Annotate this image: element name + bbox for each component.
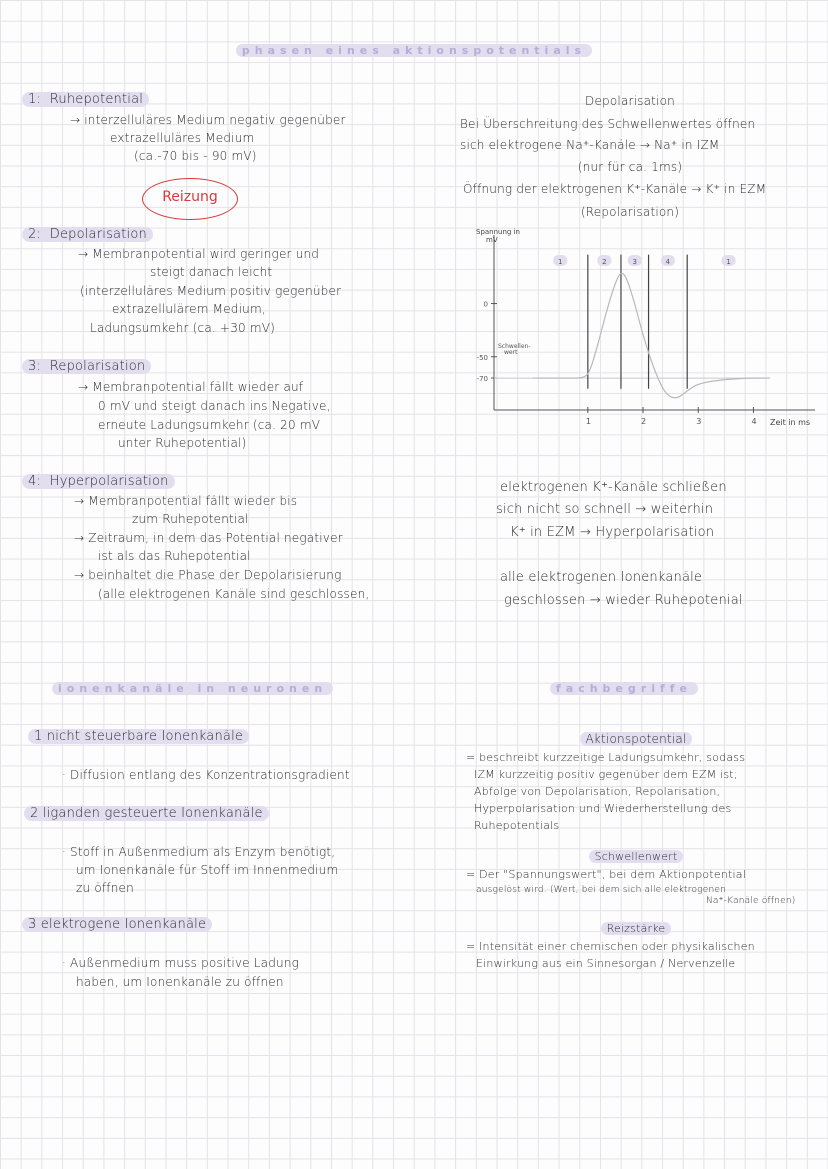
fach-section-title-text: fachbegriffe bbox=[550, 682, 698, 695]
x-tick-label: 1 bbox=[585, 417, 591, 426]
fach-section-title bbox=[550, 682, 698, 695]
phase-4-line: → Zeitraum, in dem das Potential negativer bbox=[74, 531, 343, 545]
term-line: Na⁺-Kanäle öffnen) bbox=[706, 896, 796, 906]
threshold-label: Schwellen- bbox=[498, 342, 531, 350]
x-axis-label: Zeit in ms bbox=[770, 418, 811, 427]
y-axis-label-unit: mV bbox=[486, 236, 498, 244]
term-line: Einwirkung aus ein Sinnesorgan / Nervenzelle bbox=[476, 957, 736, 970]
phase-2-line: (interzelluläres Medium positiv gegenüber bbox=[80, 284, 342, 298]
phase-label: 3 bbox=[632, 257, 637, 266]
phase-2-line: extrazellulärem Medium, bbox=[112, 302, 266, 316]
k-note-line: sich nicht so schnell → weiterhin bbox=[496, 502, 714, 517]
page-title-text: phasen eines aktionspotentials bbox=[236, 44, 592, 57]
ion-section-title bbox=[52, 682, 333, 695]
ruhe-note-line: alle elektrogenen Ionenkanäle bbox=[500, 570, 703, 585]
ion-line: · Außenmedium muss positive Ladung bbox=[62, 956, 300, 970]
ion-line: zu öffnen bbox=[76, 881, 134, 895]
depol-line: Öffnung der elektrogenen K⁺-Kanäle → K⁺ in EZM bbox=[463, 182, 767, 196]
phase-3-line: erneute Ladungsumkehr (ca. 20 mV bbox=[98, 418, 321, 432]
term-line: Abfolge von Depolarisation, Repolarisation, bbox=[474, 785, 721, 798]
phase-2-heading: 2: Depolarisation bbox=[22, 227, 153, 242]
phase-4-line: ist als das Ruhepotential bbox=[98, 549, 251, 563]
term-line: = Intensität einer chemischen oder physikalischen bbox=[466, 940, 755, 953]
ion-line: · Diffusion entlang des Konzentrationsgradient bbox=[62, 768, 350, 782]
phase-2-line: → Membranpotential wird geringer und bbox=[78, 247, 320, 261]
k-note-line: K⁺ in EZM → Hyperpolarisation bbox=[510, 525, 715, 540]
y-tick-label: 0 bbox=[483, 300, 488, 309]
term-title: Aktionspotential bbox=[476, 732, 796, 746]
y-axis-label: Spannung in bbox=[476, 228, 520, 236]
phase-1-line: extrazelluläres Medium bbox=[110, 131, 255, 145]
action-potential-curve bbox=[533, 273, 770, 397]
depol-title: Depolarisation bbox=[585, 94, 675, 108]
k-note-line: elektrogenen K⁺-Kanäle schließen bbox=[500, 480, 727, 495]
threshold-label-cont: wert bbox=[504, 348, 518, 356]
term-line: ausgelöst wird. (Wert, bei dem sich alle elektrogenen bbox=[476, 885, 727, 895]
x-tick-label: 4 bbox=[751, 417, 757, 426]
ion-line: um Ionenkanäle für Stoff im Innenmedium bbox=[76, 863, 339, 877]
phase-2-line: steigt danach leicht bbox=[150, 265, 273, 279]
ion-line: · Stoff in Außenmedium als Enzym benötigt, bbox=[62, 845, 336, 859]
term-line: Ruhepotentials bbox=[474, 819, 560, 832]
x-tick-label: 2 bbox=[641, 417, 647, 426]
depol-line: sich elektrogene Na⁺-Kanäle → Na⁺ in IZM bbox=[460, 138, 720, 152]
ion-line: haben, um Ionenkanäle zu öffnen bbox=[76, 975, 284, 989]
phase-4-line: → beinhaltet die Phase der Depolarisierung bbox=[74, 568, 342, 582]
x-tick-label: 3 bbox=[696, 417, 702, 426]
phase-3-line: 0 mV und steigt danach ins Negative, bbox=[98, 399, 331, 413]
term-line: = beschreibt kurzzeitige Ladungsumkehr, sodass bbox=[466, 751, 746, 764]
ion-heading: 3 elektrogene Ionenkanäle bbox=[22, 917, 212, 932]
ruhe-note-line: geschlossen → wieder Ruhepotenial bbox=[504, 593, 743, 608]
y-tick-label: -70 bbox=[476, 375, 488, 384]
term-title: Schwellenwert bbox=[476, 850, 796, 863]
term-line: IZM kurzzeitig positiv gegenüber dem EZM ist; bbox=[474, 768, 738, 781]
phase-4-heading: 4: Hyperpolarisation bbox=[22, 474, 175, 489]
phase-2-line: Ladungsumkehr (ca. +30 mV) bbox=[90, 321, 276, 335]
phase-3-line: → Membranpotential fällt wieder auf bbox=[78, 380, 304, 394]
depol-line: Bei Überschreitung des Schwellenwertes öffnen bbox=[460, 117, 756, 131]
ion-heading: 2 liganden gesteuerte Ionenkanäle bbox=[24, 806, 269, 821]
phase-1-line: (ca.-70 bis - 90 mV) bbox=[134, 149, 257, 163]
reizung-label: Reizung bbox=[162, 189, 218, 205]
phase-3-line: unter Ruhepotential) bbox=[118, 436, 247, 450]
phase-1-heading: 1: Ruhepotential bbox=[22, 92, 149, 107]
phase-label: 2 bbox=[602, 257, 607, 266]
depol-line: (Repolarisation) bbox=[580, 205, 680, 219]
y-tick-label: -50 bbox=[476, 353, 488, 362]
phase-1-line: → interzelluläres Medium negativ gegenüber bbox=[70, 113, 346, 127]
phase-label: 4 bbox=[665, 257, 671, 266]
phase-3-heading: 3: Repolarisation bbox=[22, 359, 151, 374]
reizung-badge bbox=[142, 178, 238, 220]
phase-4-line: zum Ruhepotential bbox=[132, 512, 249, 526]
phase-4-line: (alle elektrogenen Kanäle sind geschlossen, bbox=[98, 587, 370, 601]
phase-label: 1 bbox=[558, 257, 563, 266]
action-potential-chart bbox=[470, 225, 820, 435]
ion-heading: 1 nicht steuerbare Ionenkanäle bbox=[28, 729, 249, 744]
page-title bbox=[0, 44, 828, 57]
ion-section-title-text: ionenkanäle in neuronen bbox=[52, 682, 333, 695]
depol-line: (nur für ca. 1ms) bbox=[577, 160, 683, 174]
phase-label: 1 bbox=[726, 257, 731, 266]
term-title: Reizstärke bbox=[476, 922, 796, 935]
term-line: = Der "Spannungswert", bei dem Aktionpotential bbox=[466, 868, 746, 881]
phase-4-line: → Membranpotential fällt wieder bis bbox=[74, 494, 298, 508]
term-line: Hyperpolarisation und Wiederherstellung des bbox=[474, 802, 732, 815]
